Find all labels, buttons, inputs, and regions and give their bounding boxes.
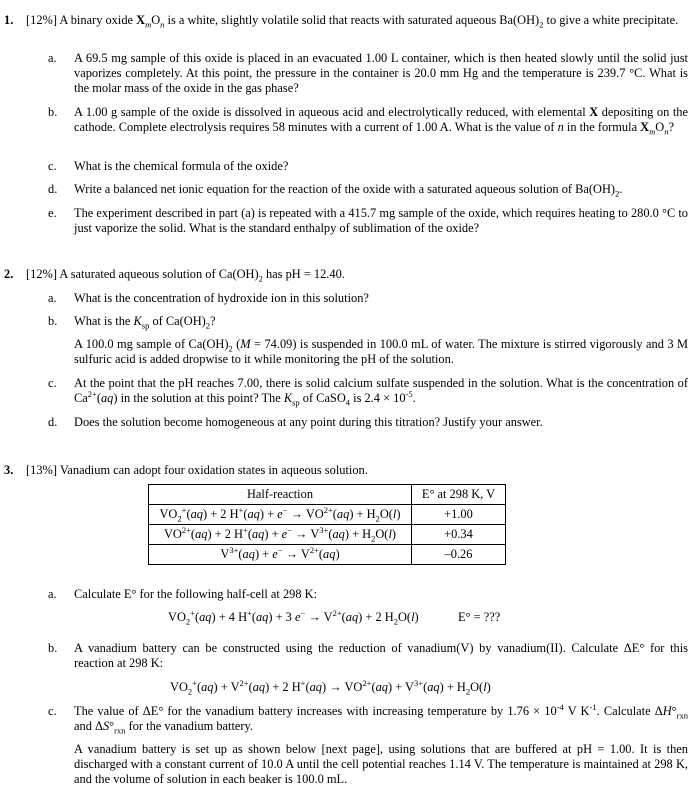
q3-part-a-equation: $VO_2^+(aq) + 4$ H+(aq) + 3 $e^- \to V^{2+}(aq) + 2$ $H_2O(l)$: [168, 607, 419, 627]
half-reaction-3: $V^{3+}(aq) + e^- \to V^{2+}(aq)$: [149, 545, 412, 565]
q3-part-c-text: The value of ΔE° for the vanadium battery increases with increasing temperature by $1.76 \times 10^{-4}$ V $K^{-1}$. Calculate $\Delta H^\circ_{rxn}$ and $\Delta S^\circ_{rxn}$ for the vanadium battery.: [74, 701, 688, 736]
q2-part-d-text: Does the solution become homogeneous at any point during this titration? Justify your answer.: [74, 415, 543, 429]
half-reaction-2: $VO^{2+}(aq) + 2$ $H^+(aq) + e^- \to V^{3+}(aq) + H_2O(l)$: [149, 525, 412, 545]
table-header-potential: E° at 298 K, V: [412, 485, 506, 505]
q1-part-b-label: b.: [48, 105, 58, 119]
q2-part-b-label: b.: [48, 314, 58, 328]
q2-part-c-label: c.: [48, 376, 57, 390]
q3-part-b-label: b.: [48, 641, 58, 655]
q1-part-c-text: What is the chemical formula of the oxide?: [74, 159, 289, 173]
table-row: [149, 545, 506, 565]
potential-3: –0.26: [412, 545, 506, 565]
q3-battery-setup-text: A vanadium battery is set up as shown below [next page], using solutions that are buffered at pH = 1.00. It is then discharged with a constant current of 10.0 A until the cell potential reaches 1.14 V. The temperature is maintained at 298 K, and the volume of solution in each beaker is 100.0 mL.: [74, 742, 688, 786]
q2-part-c-text: At the point that the pH reaches 7.00, there is solid calcium sulfate suspended in the solution. What is the concentration of $Ca^{2+}(aq)$ in the solution at this point? The $K_{sp}$ of CaSO$_4$ is $2.4 \times 10^{-5}$.: [74, 376, 688, 408]
q3-part-c-label: c.: [48, 704, 57, 718]
q3-part-b-text: A vanadium battery can be constructed using the reduction of vanadium(V) by vanadium(II). Calculate ΔE° for this reaction at 298 K:: [74, 641, 688, 670]
q1-part-d-label: d.: [48, 182, 58, 196]
table-row: [149, 525, 506, 545]
q3-part-a-text: Calculate E° for the following half-cell at 298 K:: [74, 587, 318, 601]
half-reaction-1: $VO_2^+(aq) + 2$ $H^+(aq) + e^- \to VO^{2+}(aq) + H_2O(l)$: [149, 505, 412, 525]
question-1-intro: [12%] A binary oxide $X_mO_n$ is a white, slightly volatile solid that reacts with saturated aqueous $Ba(OH)_2$ to give a white precipitate.: [26, 13, 679, 30]
q2-part-a-label: a.: [48, 291, 57, 305]
q2-part-b-text: What is the $K_{sp}$ of $Ca(OH)_2$?: [74, 314, 216, 331]
question-1-number: 1.: [4, 13, 14, 27]
q1-part-e-label: e.: [48, 206, 57, 220]
q1-part-a-label: a.: [48, 51, 57, 65]
table-row: [149, 505, 506, 525]
table-header-half-reaction: Half-reaction: [149, 485, 412, 505]
question-2-intro: [12%] A saturated aqueous solution of $Ca(OH)_2$ has pH = 12.40.: [26, 267, 345, 284]
q1-part-c-label: c.: [48, 159, 57, 173]
potential-2: +0.34: [412, 525, 506, 545]
half-reaction-table: [148, 484, 506, 565]
q1-part-b-text: A 1.00 g sample of the oxide is dissolved in aqueous acid and electrolytically reduced, with elemental X depositing on the cathode. Complete electrolysis requires 58 minutes with a current of 1.00 A. What is the value of n in the formula $X_mO_n$?: [74, 105, 688, 137]
q1-part-a-text: A 69.5 mg sample of this oxide is placed in an evacuated 1.00 L container, which is then heated slowly until the solid just vaporizes completely. At this point, the pressure in the container is 20.0 mm Hg and the temperature is 239.7 °C. What is the molar mass of the oxide in the gas phase?: [74, 51, 688, 95]
q1-part-d-text: Write a balanced net ionic equation for the reaction of the oxide with a saturated aqueous solution of $Ba(OH)_2$.: [74, 182, 623, 199]
q2-setup-text: A 100.0 mg sample of $Ca(OH)_2$ (M = 74.09) is suspended in 100.0 mL of water. The mixture is stirred vigorously and 3 M sulfuric acid is added dropwise to it while monitoring the pH of the solution.: [74, 337, 688, 366]
table-header-row: [149, 485, 506, 505]
question-3-intro: [13%] Vanadium can adopt four oxidation states in aqueous solution.: [26, 463, 368, 477]
q2-part-a-text: What is the concentration of hydroxide ion in this solution?: [74, 291, 369, 305]
question-3-number: 3.: [4, 463, 14, 477]
potential-1: +1.00: [412, 505, 506, 525]
q3-part-a-label: a.: [48, 587, 57, 601]
q2-part-d-label: d.: [48, 415, 58, 429]
q1-part-e-text: The experiment described in part (a) is repeated with a 415.7 mg sample of the oxide, which requires heating to 280.0 °C to just vaporize the solid. What is the standard enthalpy of sublimation of the oxide?: [74, 206, 688, 235]
question-2-number: 2.: [4, 267, 14, 281]
q3-part-b-equation: $VO_2^+(aq) + V^{2+}(aq) + 2$ $H^+(aq) \to VO^{2+}(aq) + V^{3+}(aq) + H_2O(l)$: [170, 677, 491, 697]
q3-part-a-potential: E° = ???: [458, 610, 501, 624]
